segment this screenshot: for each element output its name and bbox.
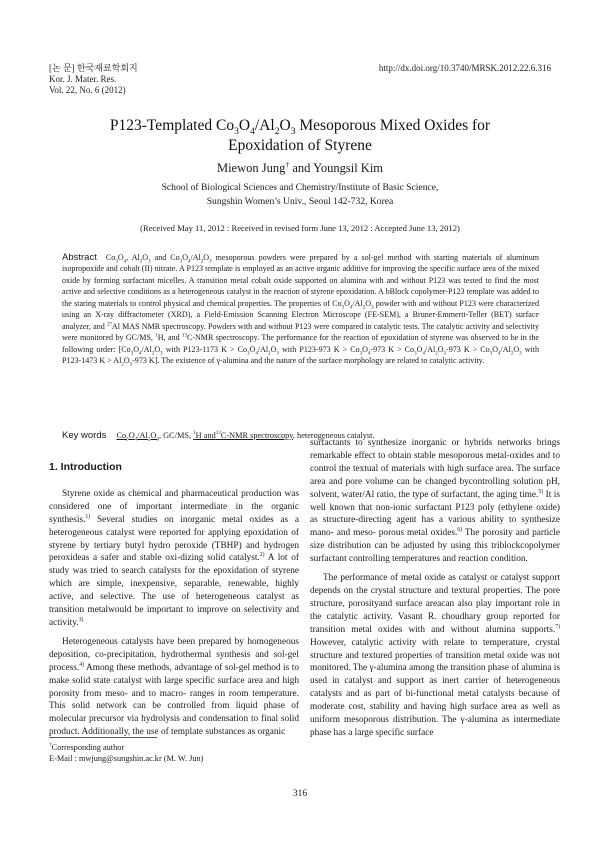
corresponding-mark: † [285,159,290,169]
author-list [0,161,600,176]
keywords: Key words $Co_3O_4/Al_2O_3$, GC/MS, $^1$H and$^{13}$C-NMR spectroscopy, heterogeneous catalyst. [62,430,375,443]
keyword-item: $Co_3O_4/Al_2O_3$ [116,431,159,443]
body-paragraph: Styrene oxide as chemical and pharmaceutical production was considered one of important intermediate in the organic synthesis.$^{1)}$ Several studies on inorganic metal oxides as a heterogeneous catalyst were reported for applying epoxidation of styrene by tertiary butyl hydro peroxide (TBHP) and hydrogen peroxideas a safer and stable oxi-dizing solid catalyst.$^{2)}$ A lot of study was tried to search catalysts for the epoxidation of styrene which are simple, inexpensive, separable, renewable, highly active, and selective. The use of heterogeneous catalyst as transition metalwould be important to improve on selectivity and activity.$^{3)}$ [49,488,299,628]
abstract-label: Abstract [62,252,97,263]
journal-header [49,63,138,96]
body-paragraph: The performance of metal oxide as catalyst or catalyst support depends on the crystal structure and textural properties. The pore structure, porosityand surface areacan also play important role in the catalytic activity. Vasant R. choudhary group reported for transition metal oxides with and without alumina supports.$^{7)}$ However, catalytic activity with relate to temperature, crystal structure and textured properties of transition metal oxide was not monitored. The γ-alumina among the transition phase of alumina is used in catalyst and support as inert carrier of heterogeneous catalysts and as part of bi-functional metal catalysts because of moderate cost, stability and having high surface area as well as uniform mesoporous distribution. The γ-alumina as intermediate phase has a large specific surface [310,573,560,738]
affiliation: School of Biological Sciences and Chemistry/Institute of Basic Science, Sungshin Women’s Univ., Seoul 142-732, Korea [161,182,439,207]
paper-title: P123-Templated $Co_3O_4/Al_2O_3$ Mesoporous Mixed Oxides for Epoxidation of Styrene [109,117,491,154]
paper-title-line2: Epoxidation of Styrene [228,137,372,154]
doi-link[interactable]: http://dx.doi.org/10.3740/MRSK.2012.22.6.316 [378,63,551,73]
journal-abbrev: Kor. J. Mater. Res. [49,74,117,84]
keywords-label: Key words [62,430,107,441]
journal-name-korean: [논 문] 한국재료학회지 [49,63,138,73]
body-paragraph: surfactants to synthesize inorganic or hybrids networks brings remarkable effect to obtain stable mesoporous metal-oxides and to control the textual of materials with high surface area. The surface area and pore volume can be changed bycontrolling solution pH, solvent, water/Al ratio, the type of surfactant, the aging time.$^{5)}$ It is well known that non-ionic surfactant P123 poly (ethylene oxide) as structure-directing agent has a various ability to synthesize mano- and meso- porous metal oxides.$^{6)}$ The porosity and particle size distribution can be adjusted by using this triblockcopolymer surfactant controlling temperatures and reaction condition. [310,438,560,565]
keyword-item: $^1$H and$^{13}$C-NMR spectroscopy [193,430,293,440]
page-number: 316 [292,789,308,799]
author-email: E-Mail : mwjung@sungshin.ac.kr (M. W. Jun) [49,754,204,763]
footnote-divider [49,737,157,738]
abstract: Abstract $Co_3O_4$, $Al_2O_3$ and $Co_3O_4/Al_2O_3$ mesoporous powders were prepared by a sol-gel method with starting materials of aluminum isopropoxide and cobalt (II) nitrate. A P123 template is employed as an active organic additive for improving the specific surface area of the mixed oxide by forming surfactant micelles. A transition metal cobalt oxide supported on alumina with and without P123 was tested to find the most active and selective conditions as a heterogeneous catalyst in the reaction of styrene epoxidation. A bBlock copolymer-P123 template was added to the staring materials to control physical and chemical properties. The properties of $Co_3O_4/Al_2O_3$ powder with and without P123 were characterized using an X-ray diffractometer (XRD), a Field-Emission Scanning Electron Microscope (FE-SEM), a Bruner-Emmertt-Teller (BET) surface analyzer, and $^{27}$Al MAS NMR spectroscopy. Powders with and without P123 were compared in catalytic tests. The catalytic activity and selectivity were monitored by GC/MS, $^1$H, and $^{13}$C-NMR spectroscopy. The performance for the reaction of epoxidation of styrene was observed to be in the following order: [$Co_3O_4/Al_2O_3$ with P123-1173 $K > Co_3O_4/Al_2O_3$ with P123-973 $K > Co_3O_4-973$ $K > Co_3O_4/Al_2O_3-973$ $K > Co_3O_4/Al_2O_3$ with P123-1473 $K > Al_2O_3-973$ K]. The existence of γ-alumina and the nature of the surface morphology are related to catalytic activity. [62,252,539,368]
footnote: †Corresponding author E-Mail : mwjung@sungshin.ac.kr (M. W. Jun) [49,742,204,763]
body-column-right [310,437,560,746]
author-name: Miewon Jung [216,161,286,175]
body-column-left [49,461,299,745]
received-dates: (Received May 11, 2012 : Received in revised form June 13, 2012 : Accepted June 13, 2012) [140,223,460,233]
author-name: and Youngsil Kim [289,161,384,175]
body-paragraph: Heterogeneous catalysts have been prepared by homogeneous deposition, co-precipitation, hydrothermal synthesis and sol-gel process.$^{4)}$ Among these methods, advantage of sol-gel method is to make solid state catalyst with large specific surface area and high porosity from meso- and to macro- ranges in room temperature. This solid network can be controlled from liquid phase of molecular precursor via hydrolysis and condensation to final solid product. Additionally, the use of template substances as organic [49,636,299,738]
journal-volume: Vol. 22, No. 6 (2012) [49,85,126,95]
section-heading: 1. Introduction [49,461,122,473]
